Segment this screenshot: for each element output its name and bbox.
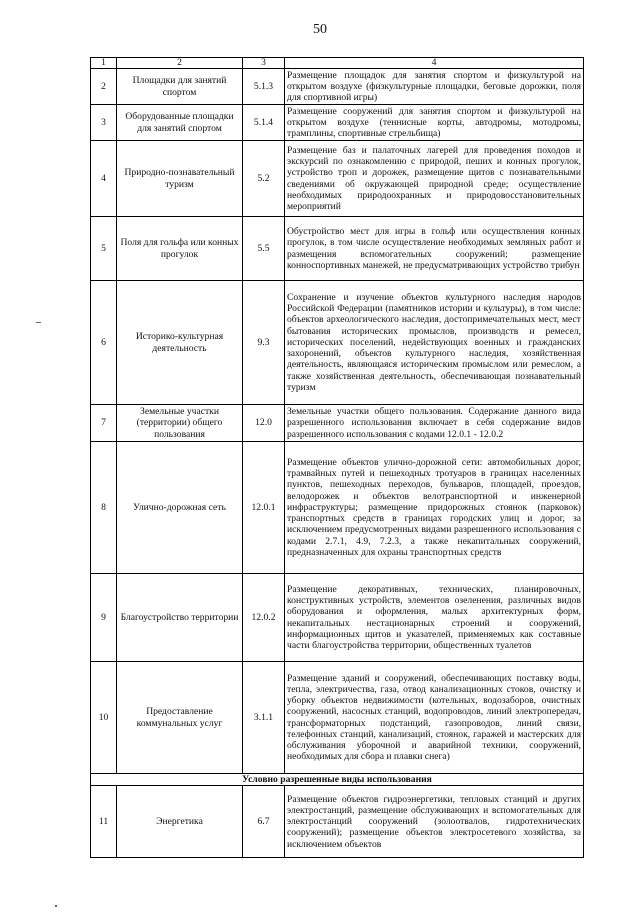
- use-type-code: 12.0.2: [243, 574, 285, 662]
- use-type-name: Энергетика: [117, 786, 243, 858]
- use-type-code: 12.0: [243, 405, 285, 442]
- use-type-code: 12.0.1: [243, 442, 285, 574]
- scan-edge-mark: [36, 322, 41, 323]
- table-row: [91, 662, 584, 774]
- row-number: 2: [91, 69, 117, 105]
- use-type-name: Поля для гольфа или конных прогулок: [117, 217, 243, 281]
- use-type-code: 6.7: [243, 786, 285, 858]
- table-row: [91, 69, 584, 105]
- table-row: [91, 217, 584, 281]
- use-type-description: Размещение площадок для занятия спортом и физкультурой на открытом воздухе (физкультурные площадки, беговые дорожки, поля для спортивной игры): [285, 69, 584, 105]
- header-cell: 3: [243, 58, 285, 69]
- use-type-description: Земельные участки общего пользования. Содержание данного вида разрешенного использования включает в себя содержание видов разрешенного использования с кодами 12.0.1 - 12.0.2: [285, 405, 584, 442]
- use-type-name: Улично-дорожная сеть: [117, 442, 243, 574]
- row-number: 8: [91, 442, 117, 574]
- use-type-code: 9.3: [243, 281, 285, 405]
- row-number: 7: [91, 405, 117, 442]
- row-number: 10: [91, 662, 117, 774]
- table-row: [91, 786, 584, 858]
- use-type-name: Благоустройство территории: [117, 574, 243, 662]
- use-type-description: Сохранение и изучение объектов культурного наследия народов Российской Федерации (памятников истории и культуры), в том числе: объектов археологического наследия, достопримечательных мест, мест бытования исторических промыслов, производств и ремесел, исторических поселений, недействующих военных и гражданских захоронений, объектов культурного наследия, хозяйственная деятельность, являющаяся историческим промыслом или ремеслом, а также хозяйственная деятельность, обеспечивающая познавательный туризм: [285, 281, 584, 405]
- use-type-name: Природно-познавательный туризм: [117, 141, 243, 217]
- use-type-name: Историко-культурная деятельность: [117, 281, 243, 405]
- row-number: 6: [91, 281, 117, 405]
- table-row: [91, 281, 584, 405]
- use-type-description: Размещение баз и палаточных лагерей для проведения походов и экскурсий по ознакомлению с природой, пеших и конных прогулок, устройство троп и дорожек, размещение щитов с познавательными сведениями об окружающей природной среде; осуществление необходимых природоохранных и природовосстановительных мероприятий: [285, 141, 584, 217]
- table-row: [91, 141, 584, 217]
- table-header-row: [91, 58, 584, 69]
- header-cell: 1: [91, 58, 117, 69]
- use-type-code: 3.1.1: [243, 662, 285, 774]
- use-type-description: Размещение декоративных, технических, планировочных, конструктивных устройств, элементов озеленения, различных видов оборудования и оформления, малых архитектурных форм, некапитальных нестационарных строений и сооружений, информационных щитов и указателей, применяемых как составные части благоустройства территории, общественных туалетов: [285, 574, 584, 662]
- use-type-code: 5.5: [243, 217, 285, 281]
- row-number: 5: [91, 217, 117, 281]
- scan-corner-mark: [55, 905, 57, 907]
- section-header-row: [91, 774, 584, 786]
- section-title: Условно разрешенные виды использования: [91, 774, 584, 786]
- use-type-name: Предоставление коммунальных услуг: [117, 662, 243, 774]
- use-type-description: Обустройство мест для игры в гольф или осуществления конных прогулок, в том числе осуществление необходимых земляных работ и размещения вспомогательных сооружений; размещение конноспортивных манежей, не предусматривающих устройство трибун: [285, 217, 584, 281]
- use-type-code: 5.1.4: [243, 105, 285, 141]
- row-number: 11: [91, 786, 117, 858]
- row-number: 4: [91, 141, 117, 217]
- use-type-name: Земельные участки (территории) общего пользования: [117, 405, 243, 442]
- row-number: 9: [91, 574, 117, 662]
- table-row: [91, 105, 584, 141]
- use-type-name: Оборудованные площадки для занятий спортом: [117, 105, 243, 141]
- use-type-description: Размещение объектов улично-дорожной сети: автомобильных дорог, трамвайных путей и пешеходных тротуаров в границах населенных пунктов, пешеходных переходов, бульваров, площадей, проездов, велодорожек и объектов велотранспортной и инженерной инфраструктуры; размещение придорожных стоянок (парковок) транспортных средств в границах городских улиц и дорог, за исключением предусмотренных видами разрешенного использования с кодами 2.7.1, 4.9, 7.2.3, а также некапитальных сооружений, предназначенных для охраны транспортных средств: [285, 442, 584, 574]
- use-type-description: Размещение сооружений для занятия спортом и физкультурой на открытом воздухе (теннисные корты, автодромы, мотодромы, трамплины, спортивные стрельбища): [285, 105, 584, 141]
- header-cell: 4: [285, 58, 584, 69]
- use-type-description: Размещение зданий и сооружений, обеспечивающих поставку воды, тепла, электричества, газа, отвод канализационных стоков, очистку и уборку объектов недвижимости (котельных, водозаборов, очистных сооружений, насосных станций, водопроводов, линий электропередач, трансформаторных подстанций, газопроводов, линий связи, телефонных станций, канализаций, стоянок, гаражей и мастерских для обслуживания уборочной и аварийной техники, сооружений, необходимых для сбора и плавки снега): [285, 662, 584, 774]
- table-row: [91, 574, 584, 662]
- use-type-name: Площадки для занятий спортом: [117, 69, 243, 105]
- use-type-code: 5.2: [243, 141, 285, 217]
- page-number: 50: [313, 22, 327, 37]
- use-type-description: Размещение объектов гидроэнергетики, тепловых станций и других электростанций, размещение обслуживающих и вспомогательных для электростанций сооружений (золоотвалов, гидротехнических сооружений); размещение объектов электросетевого хозяйства, за исключением объектов: [285, 786, 584, 858]
- table-row: [91, 405, 584, 442]
- header-cell: 2: [117, 58, 243, 69]
- row-number: 3: [91, 105, 117, 141]
- use-type-code: 5.1.3: [243, 69, 285, 105]
- land-use-table: [90, 57, 584, 858]
- table-row: [91, 442, 584, 574]
